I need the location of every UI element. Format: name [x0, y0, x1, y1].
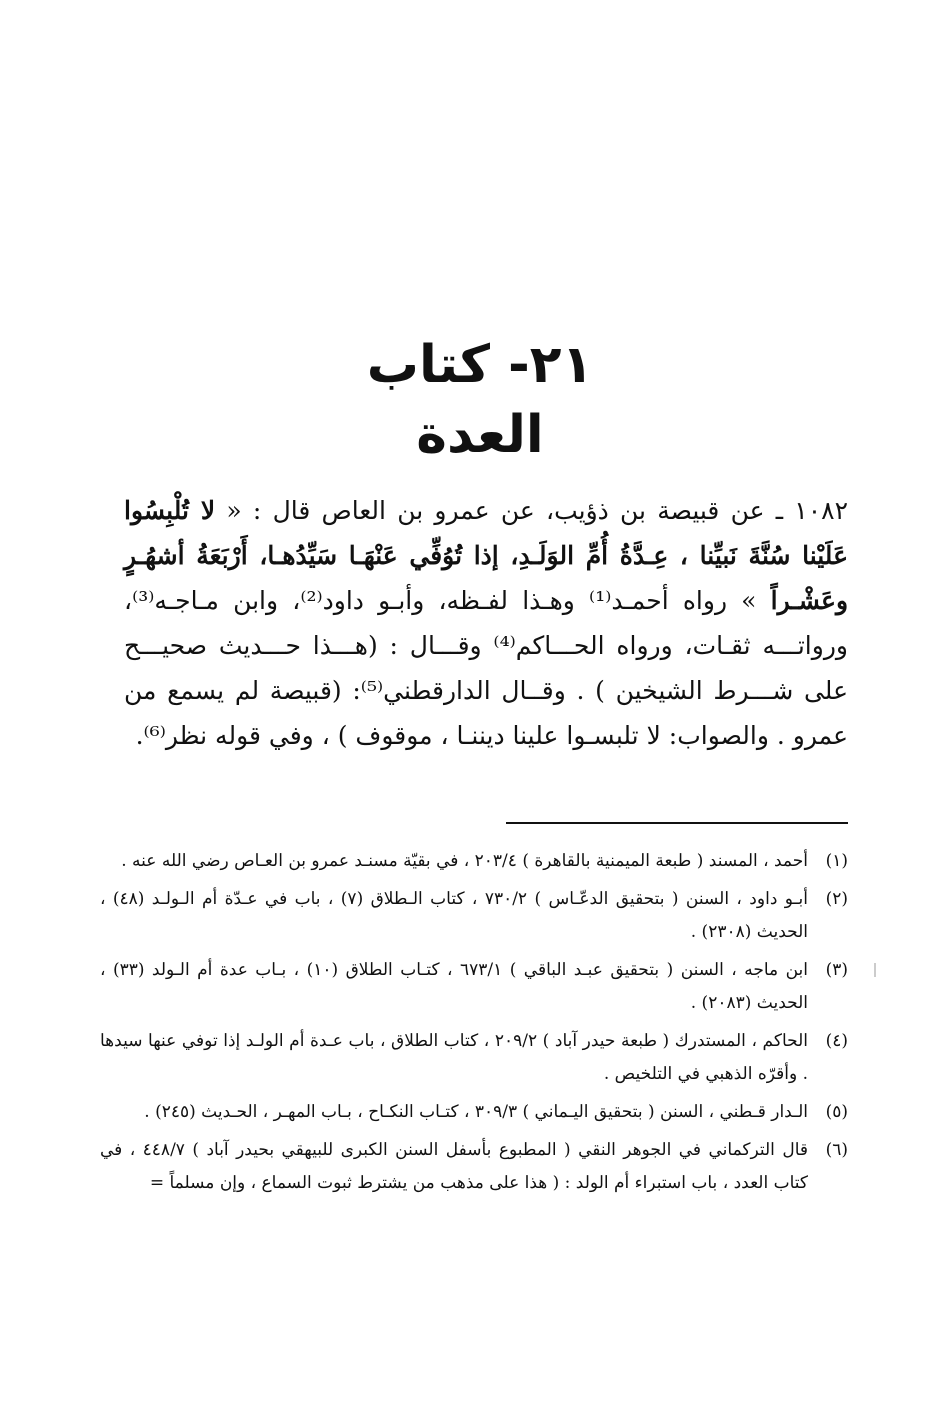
- footnote-item: [100, 883, 848, 949]
- hadith-number: ١٠٨٢: [794, 496, 849, 525]
- footnote-text: الحاكم ، المستدرك ( طبعة حيدر آباد ) ٢٠٩/٢ ، كتاب الطلاق ، باب عـدة أم الولـد إذا توفي عنها سيدها . وأقرّه الذهبي في التلخيص .: [100, 1031, 808, 1084]
- footnote-number: (٣): [825, 960, 848, 980]
- hadith-paragraph: [124, 488, 848, 758]
- footnote-text: ابن ماجه ، السنن ( بتحقيق عبـد الباقي ) ٦٧٣/١ ، كتـاب الطلاق (١٠) ، بـاب عدة أم الـولد (٣٣) ، الحديث (٢٠٨٣) .: [100, 960, 808, 1013]
- hadith-intro: ـ عن قبيصة بن ذؤيب، عن عمرو بن العاص قال : «: [215, 496, 795, 525]
- footnote-number: (٦): [825, 1140, 848, 1160]
- footnote-text: الـدار قـطني ، السنن ( بتحقيق اليـماني ) ٣٠٩/٣ ، كتـاب النكـاح ، بـاب المهـر ، الحـديث (٢٤٥) .: [144, 1102, 808, 1122]
- footnote-divider: [506, 822, 848, 824]
- hadith-matn: لا تُلْبِسُوا عَلَيْنا سُنَّةَ نَبيِّنا ، عِـدَّةُ أُمِّ الوَلَـدِ، إذا تُوُفِّي عَنْهَـا سَيِّدُهـا، أَرْبَعَةُ أشهُـرٍ وعَشْـراً: [124, 496, 849, 615]
- footnote-number: (٤): [825, 1031, 848, 1051]
- footnote-number: (٥): [825, 1102, 848, 1122]
- footnote-item: [100, 1134, 848, 1200]
- footnote-item: [100, 954, 848, 1020]
- footnotes: [100, 845, 848, 1205]
- footnote-text: أحمد ، المسند ( طبعة الميمنية بالقاهرة ) ٢٠٣/٤ ، في بقيّة مسنـد عمرو بن العـاص رضي الله عنه .: [121, 851, 808, 871]
- footnote-number: (١): [825, 851, 848, 871]
- footnote-number: (٢): [825, 889, 848, 909]
- chapter-title: ٢١- كتاب العدة: [366, 335, 594, 465]
- footnote-item: [100, 1025, 848, 1091]
- footnote-text: قال التركماني في الجوهر النقي ( المطبوع بأسفل السنن الكبرى للبيهقي بحيدر آباد ) ٤٤٨/٧ ، في كتاب العدد ، باب استبراء أم الولد : ( هذا على مذهب من يشترط ثبوت السماع ، وإن مسلماً =: [100, 1140, 809, 1193]
- footnote-item: [100, 1096, 848, 1129]
- scan-mark: [874, 963, 876, 977]
- hadith-commentary: » رواه أحمـد⁽¹⁾ وهـذا لفـظه، وأبـو داود⁽²⁾، وابن مـاجـه⁽³⁾، ورواتـــه ثقـات، ورواه الحـــاكم⁽⁴⁾ وقـــال : (هـــذا حـــديث صحيـــح على شـــرط الشيخين ) . وقــال الدارقطني⁽⁵⁾: (قبيصة لم يسمع من عمرو . والصواب: لا تلبسـوا علينا ديننـا ، موقوف ) ، وفي قوله نظر⁽⁶⁾.: [124, 586, 848, 750]
- footnote-item: [100, 845, 848, 878]
- footnote-text: أبـو داود ، السنن ( بتحقيق الدعّـاس ) ٧٣٠/٢ ، كتاب الـطلاق (٧) ، باب في عـدّة أم الـولـد (٤٨) ، الحديث (٢٣٠٨) .: [100, 889, 808, 942]
